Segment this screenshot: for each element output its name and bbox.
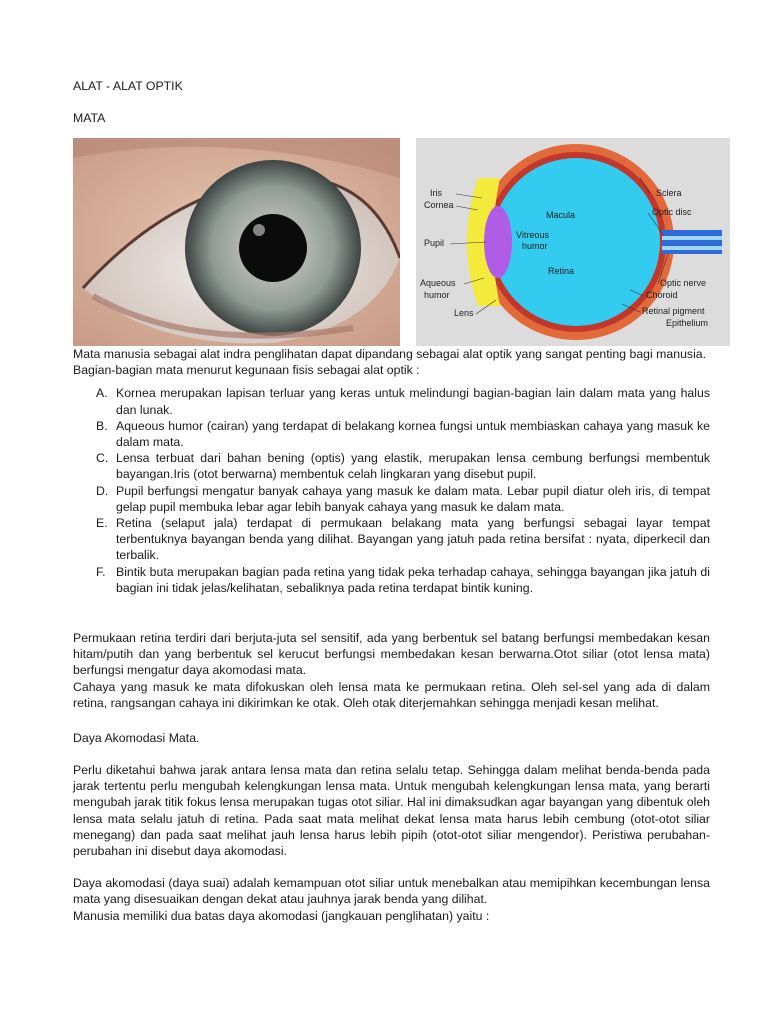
label-pupil: Pupil bbox=[424, 238, 445, 248]
retina-paragraph-2: Cahaya yang masuk ke mata difokuskan oleh lensa mata ke permukaan retina. Oleh sel-sel yang ada di dalam retina, rangsangan cahaya ini dikirimkan ke otak. Oleh otak diterjemahkan sehingga menjadi kesan melihat. bbox=[73, 679, 710, 710]
eye-anatomy-diagram bbox=[416, 138, 730, 346]
section-heading: Daya Akomodasi Mata. bbox=[73, 731, 200, 745]
label-cornea: Cornea bbox=[424, 200, 454, 210]
label-epithelium: Epithelium bbox=[666, 318, 709, 328]
label-iris: Iris bbox=[430, 188, 442, 198]
intro-list-lead: Bagian-bagian mata menurut kegunaan fisis sebagai alat optik : bbox=[73, 363, 420, 378]
list-item: F. Bintik buta merupakan bagian pada retina yang tidak peka terhadap cahaya, sehingga bayangan jika jatuh di bagian ini tidak jelas/kelihatan, sebaliknya pada retina terdapat bintik kuning. bbox=[96, 564, 710, 595]
label-choroid: Choroid bbox=[646, 290, 678, 300]
figures-row bbox=[73, 138, 730, 346]
label-vitreous: Vitreous bbox=[516, 230, 549, 240]
label-sclera: Sclera bbox=[656, 188, 682, 198]
list-item: E. Retina (selaput jala) terdapat di permukaan belakang mata yang berfungsi sebagai layar tempat terbentuknya bayangan benda yang dilihat. Bayangan yang jatuh pada retina bersifat : nyata, diperkecil dan terbalik. bbox=[96, 516, 710, 563]
retina-section bbox=[73, 630, 710, 711]
akomodasi-paragraph-1: Perlu diketahui bahwa jarak antara lensa mata dan retina selalu tetap. Sehingga dalam melihat benda-benda pada jarak tertentu perlu mengubah kelengkungan lensa mata. Untuk mengubah kelengkungan lensa mata, yang berarti mengubah jarak titik fokus lensa merupakan tugas otot siliar. Hal ini dimaksudkan agar bayangan yang dibentuk oleh lensa mata selalu jatuh di retina. Pada saat mata melihat dekat lensa mata harus lebih cembung (otot-otot siliar menegang) dan pada saat melihat jauh lensa harus lebih pipih (otot-otot siliar mengendor). Peristiwa perubahan-perubahan ini disebut daya akomodasi. bbox=[73, 763, 710, 859]
label-aqueous: Aqueous bbox=[420, 278, 456, 288]
list-item: C. Lensa terbuat dari bahan bening (optis) yang elastik, merupakan lensa cembung berfungsi membentuk bayangan.Iris (otot berwarna) membentuk celah lingkaran yang disebut pupil. bbox=[96, 451, 710, 482]
list-item: B. Aqueous humor (cairan) yang terdapat di belakang kornea fungsi untuk membiaskan cahaya yang masuk ke dalam mata. bbox=[96, 418, 710, 450]
akomodasi-paragraph-2: Daya akomodasi (daya suai) adalah kemampuan otot siliar untuk menebalkan atau memipihkan kecembungan lensa mata yang disesuaikan dengan dekat atau jauhnya jarak benda yang dilihat. bbox=[73, 876, 710, 907]
eye-parts-list bbox=[73, 385, 710, 596]
list-item: A. Kornea merupakan lapisan terluar yang keras untuk melindungi bagian-bagian lain dalam mata yang halus dan lunak. bbox=[96, 386, 710, 417]
label-retina: Retina bbox=[548, 266, 575, 276]
label-lens: Lens bbox=[454, 308, 474, 318]
list-item: D. Pupil berfungsi mengatur banyak cahaya yang masuk ke dalam mata. Lebar pupil diatur oleh iris, di tempat gelap pupil membuka lebar agar lebih banyak cahaya yang masuk ke dalam mata. bbox=[96, 483, 710, 514]
label-optic-nerve: Optic nerve bbox=[660, 278, 707, 288]
akomodasi-section bbox=[73, 762, 710, 924]
intro-section bbox=[73, 346, 710, 596]
label-macula: Macula bbox=[546, 210, 576, 220]
retina-paragraph-1: Permukaan retina terdiri dari berjuta-juta sel sensitif, ada yang berbentuk sel batang berfungsi membedakan kesan hitam/putih dan yang berbentuk sel kerucut berfungsi membedakan kesan berwarna.Otot siliar (otot lensa mata) berfungsi mengatur daya akomodasi mata. bbox=[73, 631, 710, 678]
intro-paragraph: Mata manusia sebagai alat indra penglihatan dapat dipandang sebagai alat optik yang sangat penting bagi manusia. bbox=[73, 347, 707, 361]
label-retinal-pigment: Retinal pigment bbox=[642, 306, 705, 316]
label-aqueous-humor: humor bbox=[424, 290, 450, 300]
label-vitreous-humor: humor bbox=[522, 241, 548, 251]
document-title: ALAT - ALAT OPTIK bbox=[73, 79, 183, 93]
eye-photo bbox=[73, 138, 400, 346]
akomodasi-paragraph-3: Manusia memiliki dua batas daya akomodasi (jangkauan penglihatan) yaitu : bbox=[73, 908, 490, 923]
label-optic-disc: Optic disc bbox=[652, 207, 692, 217]
document-subtitle: MATA bbox=[73, 111, 106, 125]
